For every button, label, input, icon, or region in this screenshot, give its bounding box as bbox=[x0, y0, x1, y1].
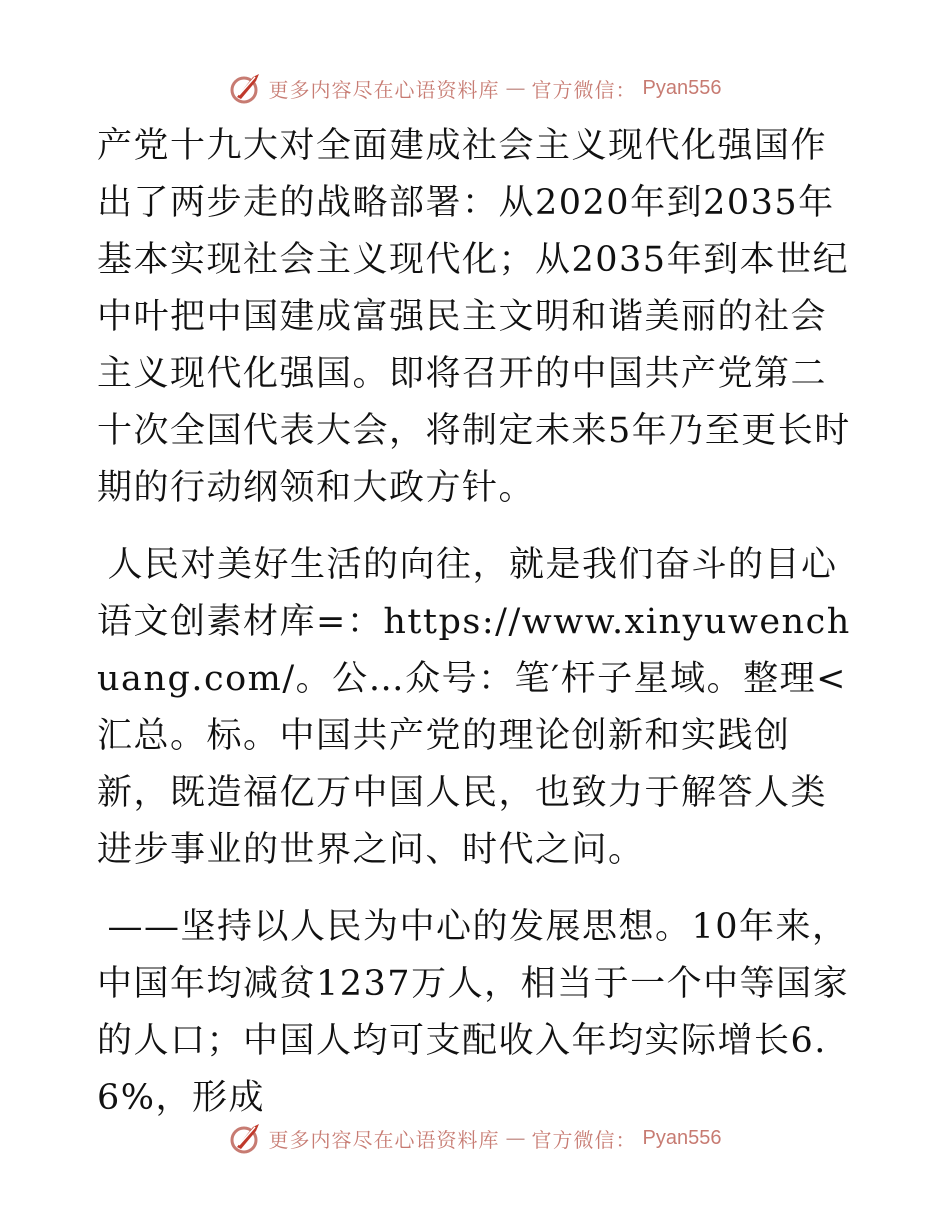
footer-contact-id: Pyan556 bbox=[642, 1126, 722, 1149]
header-banner bbox=[0, 68, 950, 108]
body-paragraph-1: 产党十九大对全面建成社会主义现代化强国作出了两步走的战略部署：从2020年到2035年基本实现社会主义现代化；从2035年到本世纪中叶把中国建成富强民主文明和谐美丽的社会主义现代化强国。即将召开的中国共产党第二十次全国代表大会，将制定未来5年乃至更长时期的行动纲领和大政方针。 bbox=[97, 126, 851, 508]
footer-banner-separator: — bbox=[505, 1126, 526, 1150]
document-body bbox=[97, 118, 857, 1127]
footer-banner-text: 更多内容尽在心语资料库 bbox=[268, 1127, 500, 1152]
footer-contact-label: 官方微信： bbox=[531, 1127, 637, 1152]
paragraph-gap bbox=[97, 517, 857, 537]
header-contact-id: Pyan556 bbox=[642, 76, 722, 99]
paragraph-gap bbox=[97, 879, 857, 899]
header-banner-text: 更多内容尽在心语资料库 bbox=[268, 77, 500, 102]
quill-pen-logo-icon bbox=[229, 1121, 263, 1155]
body-paragraph-2: 人民对美好生活的向往，就是我们奋斗的目心语文创素材库=：https://www.xinyuwenchuang.com/。公…众号：笔′杆子星域。整理<汇总。标。中国共产党的理论创新和实践创新，既造福亿万中国人民，也致力于解答人类进步事业的世界之问、时代之问。 bbox=[97, 545, 851, 870]
footer-banner bbox=[0, 1118, 950, 1158]
header-contact-label: 官方微信： bbox=[531, 77, 637, 102]
header-banner-separator: — bbox=[505, 76, 526, 100]
quill-pen-logo-icon bbox=[229, 71, 263, 105]
body-paragraph-3: ——坚持以人民为中心的发展思想。10年来，中国年均减贫1237万人，相当于一个中等国家的人口；中国人均可支配收入年均实际增长6.6%，形成 bbox=[97, 907, 850, 1118]
